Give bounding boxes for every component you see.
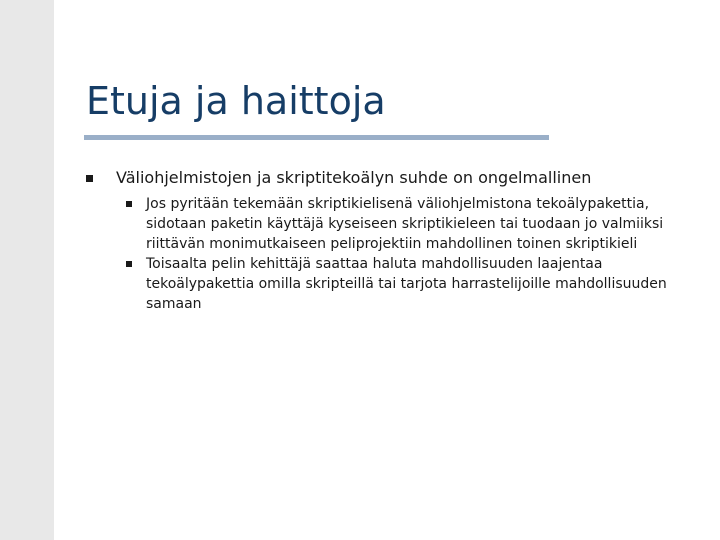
square-bullet-icon xyxy=(86,175,93,182)
bullet-text-main: Väliohjelmistojen ja skriptitekoälyn suhde on ongelmallinen xyxy=(116,168,592,187)
slide-content xyxy=(84,166,694,314)
sub-bullet-item-1 xyxy=(146,194,694,254)
sub-bullet-text-2: Toisaalta pelin kehittäjä saattaa haluta mahdollisuuden laajentaa tekoälypakettia omilla skripteillä tai tarjota harrastelijoille mahdollisuuden samaan xyxy=(146,256,667,312)
sub-bullet-item-2 xyxy=(146,254,694,314)
sub-bullet-text-1: Jos pyritään tekemään skriptikielisenä väliohjelmistona tekoälypakettia, sidotaan paketin käyttäjä kyseiseen skriptikieleen tai tuodaan jo valmiiksi riittävän monimutkaiseen peliprojektiin mahdollinen toinen skriptikieli xyxy=(146,196,664,252)
slide-title: Etuja ja haittoja xyxy=(86,79,386,123)
sub-bullet-list xyxy=(84,194,694,314)
square-bullet-icon xyxy=(126,261,132,267)
left-margin-band xyxy=(0,0,54,540)
title-underline xyxy=(84,135,549,140)
bullet-item-main xyxy=(84,166,694,190)
square-bullet-icon xyxy=(126,201,132,207)
